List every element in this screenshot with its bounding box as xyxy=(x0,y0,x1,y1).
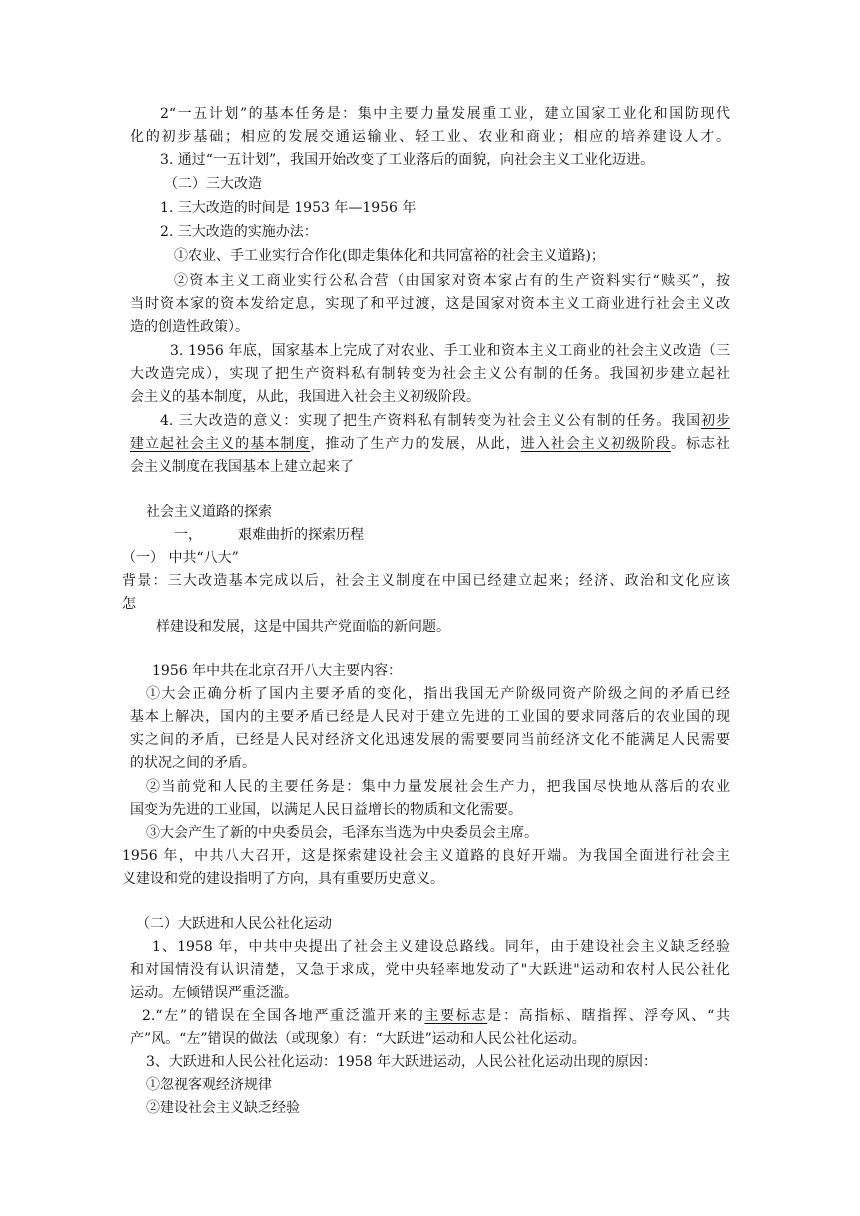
leap-point-1-line-1: 1、1958 年，中共中央提出了社会主义建设总路线。同年，由于建设社会主义缺乏经验 xyxy=(152,939,730,955)
congress-content-2-line-1: ②当前党和人民的主要任务是：集中力量发展社会生产力，把我国尽快地从落后的农业 xyxy=(146,779,730,795)
reform-significance-line-1 xyxy=(130,410,730,433)
congress-content-2-line-2: 国变为先进的工业国，以满足人民日益增长的物质和文化需要。 xyxy=(130,802,522,818)
leap-heading: （二）大跃进和人民公社化运动 xyxy=(136,916,332,932)
heading-text: 艰难曲折的探索历程 xyxy=(238,527,364,543)
explore-heading-2: （一） 中共“八大” xyxy=(122,550,239,566)
reform-time: 1. 三大改造的时间是 1953 年—1956 年 xyxy=(160,200,417,216)
underlined-phrase: 初步 xyxy=(701,413,731,429)
background-line-2: 怎 xyxy=(122,596,136,612)
heading-number: 一， xyxy=(174,527,202,543)
reform-complete-line-3: 会主义的基本制度，从此，我国进入社会主义初级阶段。 xyxy=(130,389,480,405)
leap-reason-1: ①忽视客观经济规律 xyxy=(146,1077,272,1093)
congress-content-1-line-1: ①大会正确分析了国内主要矛盾的变化，指出我国无产阶级同资产阶级之间的矛盾已经 xyxy=(146,686,730,702)
significance-text: 4. 三大改造的意义：实现了把生产资料私有制转变为社会主义公有制的任务。我国 xyxy=(160,413,702,429)
plan-task-line-2: 化的初步基础；相应的发展交通运输业、轻工业、农业和商业；相应的培养建设人才。 xyxy=(130,129,730,145)
reform-complete-line-2: 大改造完成），实现了把生产资料私有制转变为社会主义公有制的任务。我国初步建立起社 xyxy=(130,366,730,382)
underlined-phrase: 主要标志 xyxy=(424,1008,488,1024)
leap-point-1-line-3: 运动。左倾错误严重泛滥。 xyxy=(130,985,298,1001)
explore-title: 社会主义道路的探索 xyxy=(146,504,272,520)
point-text: 是：高指标、瞎指挥、浮夸风、“共 xyxy=(487,1008,730,1024)
reform-method-2-line-3: 造的创造性政策）。 xyxy=(130,319,249,335)
leap-point-2-line-2: 产”风。“左”错误的做法（或现象）有：“大跃进”运动和人民公社化运动。 xyxy=(130,1031,586,1047)
reform-method-1: ①农业、手工业实行合作化(即走集体化和共同富裕的社会主义道路)； xyxy=(174,248,605,264)
reform-significance-line-2 xyxy=(130,433,730,456)
underlined-phrase: 建立起社会主义的基本制度 xyxy=(130,436,311,452)
leap-point-2-line-1 xyxy=(130,1005,730,1028)
reform-method-2-line-1: ②资本主义工商业实行公私合营（由国家对资本家占有的生产资料实行“赎买”，按 xyxy=(174,273,730,289)
leap-reason-2: ②建设社会主义缺乏经验 xyxy=(146,1100,300,1116)
congress-content-1-line-2: 基本上解决，国内的主要矛盾已经是人民对于建立先进的工业国的要求同落后的农业国的现 xyxy=(130,709,730,725)
point-text: 2.“左”的错误在全国各地严重泛滥开来的 xyxy=(142,1008,425,1024)
reform-significance-line-3: 会主义制度在我国基本上建立起来了 xyxy=(130,459,354,475)
plan-task-line-1: 2“一五计划”的基本任务是：集中主要力量发展重工业，建立国家工业化和国防现代 xyxy=(160,106,730,122)
significance-text: ，推动了生产力的发展，从此， xyxy=(310,436,521,452)
plan-effect-line: 3. 通过“一五计划”，我国开始改变了工业落后的面貌，向社会主义工业化迈进。 xyxy=(160,152,655,168)
background-line-1: 背景：三大改造基本完成以后，社会主义制度在中国已经建立起来；经济、政治和文化应该 xyxy=(122,573,730,589)
reform-complete-line-1: 3. 1956 年底，国家基本上完成了对农业、手工业和资本主义工商业的社会主义改造（三 xyxy=(170,343,730,359)
background-line-3: 样建设和发展，这是中国共产党面临的新问题。 xyxy=(156,619,450,635)
congress-content-1-line-3: 实之间的矛盾，已经是人民对经济文化迅速发展的需要要同当前经济文化不能满足人民需要 xyxy=(130,732,730,748)
congress-summary-line-2: 义建设和党的建设指明了方向，具有重要历史意义。 xyxy=(122,871,444,887)
congress-content-3: ③大会产生了新的中央委员会，毛泽东当选为中央委员会主席。 xyxy=(146,825,538,841)
reform-method-title: 2. 三大改造的实施办法： xyxy=(160,224,318,240)
significance-text: 。标志社 xyxy=(670,436,731,452)
congress-content-1-line-4: 的状况之间的矛盾。 xyxy=(130,755,256,771)
leap-point-3: 3、大跃进和人民公社化运动：1958 年大跃进运动，人民公社化运动出现的原因： xyxy=(146,1054,657,1070)
congress-intro: 1956 年中共在北京召开八大主要内容： xyxy=(152,663,403,679)
underlined-phrase: 进入社会主义初级阶段 xyxy=(520,436,671,452)
reform-method-2-line-2: 当时资本家的资本发给定息，实现了和平过渡，这是国家对资本主义工商业进行社会主义改 xyxy=(130,296,730,312)
explore-heading-1 xyxy=(130,524,730,547)
congress-summary-line-1: 1956 年，中共八大召开，这是探索建设社会主义道路的良好开端。为我国全面进行社会主 xyxy=(122,848,730,864)
leap-point-1-line-2: 和对国情没有认识清楚，又急于求成，党中央轻率地发动了"大跃进"运动和农村人民公社化 xyxy=(130,962,730,978)
reform-heading: （二）三大改造 xyxy=(164,176,262,192)
